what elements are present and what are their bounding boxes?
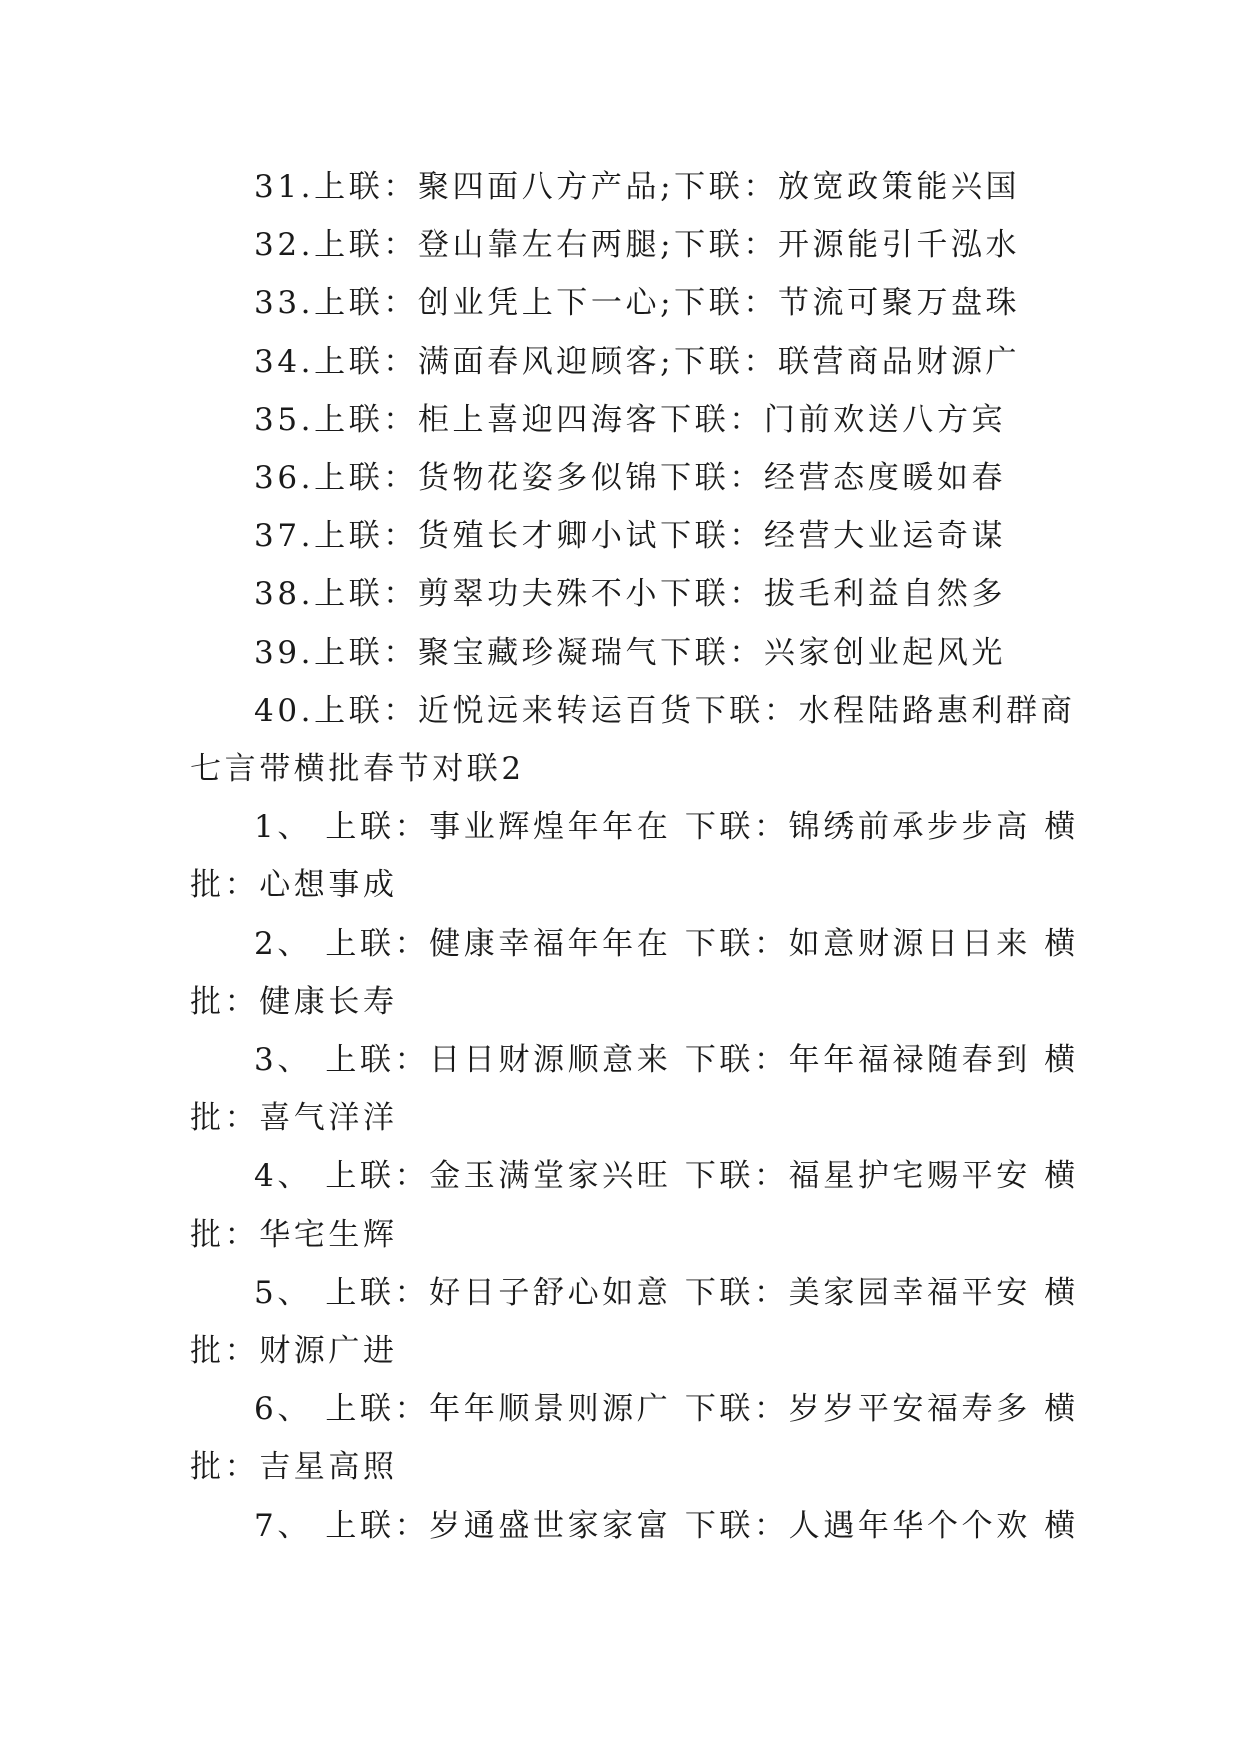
banner-line: 批：喜气洋洋	[190, 1100, 398, 1137]
document-body	[190, 158, 1079, 1555]
couplet-line: 3、 上联：日日财源顺意来 下联：年年福禄随春到 横	[254, 1042, 1079, 1079]
banner-line: 批：吉星高照	[190, 1449, 398, 1486]
couplet-line: 34.上联：满面春风迎顾客;下联：联营商品财源广	[254, 343, 1021, 380]
couplet-line: 7、 上联：岁通盛世家家富 下联：人遇年华个个欢 横	[254, 1507, 1079, 1544]
couplet-line: 1、 上联：事业辉煌年年在 下联：锦绣前承步步高 横	[254, 809, 1079, 846]
section-heading: 七言带横批春节对联2	[190, 751, 525, 788]
banner-line: 批：心想事成	[190, 867, 398, 904]
banner-line: 批：财源广进	[190, 1333, 398, 1370]
couplet-line: 33.上联：创业凭上下一心;下联：节流可聚万盘珠	[254, 285, 1021, 322]
couplet-line: 4、 上联：金玉满堂家兴旺 下联：福星护宅赐平安 横	[254, 1158, 1079, 1195]
couplet-line: 31.上联：聚四面八方产品;下联：放宽政策能兴国	[254, 169, 1021, 205]
couplet-line: 5、 上联：好日子舒心如意 下联：美家园幸福平安 横	[254, 1274, 1079, 1311]
banner-line: 批：健康长寿	[190, 983, 398, 1020]
couplet-line: 2、 上联：健康幸福年年在 下联：如意财源日日来 横	[254, 925, 1079, 962]
couplet-line: 36.上联：货物花姿多似锦下联：经营态度暖如春	[254, 460, 1007, 497]
banner-line: 批：华宅生辉	[190, 1216, 398, 1253]
couplet-line: 6、 上联：年年顺景则源广 下联：岁岁平安福寿多 横	[254, 1391, 1079, 1428]
couplet-line: 37.上联：货殖长才卿小试下联：经营大业运奇谋	[254, 518, 1007, 555]
couplet-line: 32.上联：登山靠左右两腿;下联：开源能引千泓水	[254, 227, 1021, 264]
couplet-line: 35.上联：柜上喜迎四海客下联：门前欢送八方宾	[254, 401, 1007, 438]
couplet-line: 38.上联：剪翠功夫殊不小下联：拔毛利益自然多	[254, 576, 1007, 613]
couplet-line: 40.上联：近悦远来转运百货下联：水程陆路惠利群商	[254, 692, 1076, 729]
couplet-line: 39.上联：聚宝藏珍凝瑞气下联：兴家创业起风光	[254, 634, 1007, 671]
